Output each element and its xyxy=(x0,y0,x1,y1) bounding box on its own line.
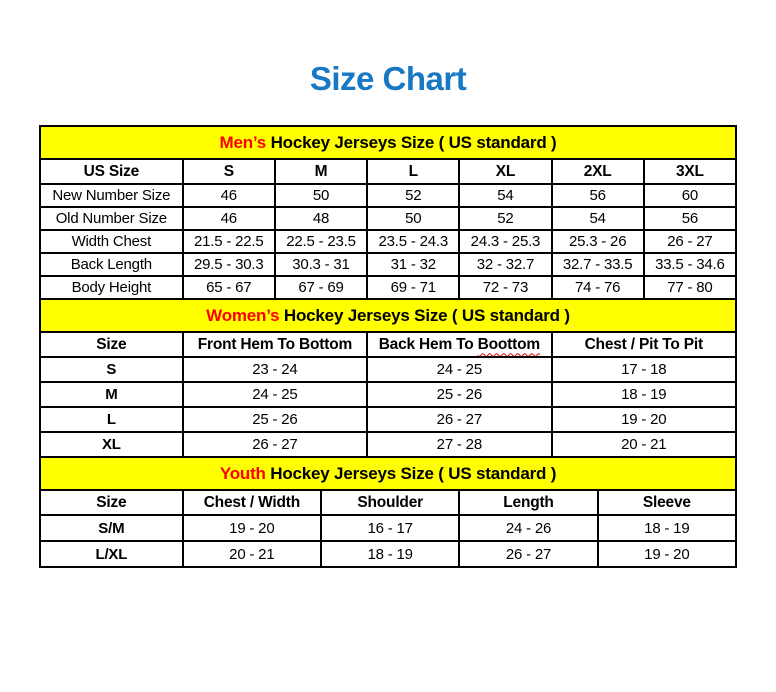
youth-column-header: Length xyxy=(459,490,597,515)
mens-cell: 67 - 69 xyxy=(275,276,367,299)
youth-column-header: Shoulder xyxy=(321,490,459,515)
womens-column-header: Size xyxy=(40,332,183,357)
womens-cell: 20 - 21 xyxy=(552,432,736,457)
mens-cell: 33.5 - 34.6 xyxy=(644,253,736,276)
youth-header-row xyxy=(40,490,736,515)
womens-column-header: Chest / Pit To Pit xyxy=(552,332,736,357)
mens-cell: 46 xyxy=(183,184,275,207)
mens-cell: 32 - 32.7 xyxy=(459,253,551,276)
mens-cell: 54 xyxy=(459,184,551,207)
mens-cell: 74 - 76 xyxy=(552,276,644,299)
mens-column-header: XL xyxy=(459,159,551,184)
mens-row-label: Old Number Size xyxy=(40,207,183,230)
womens-row-label: XL xyxy=(40,432,183,457)
table-row xyxy=(40,382,736,407)
mens-cell: 23.5 - 24.3 xyxy=(367,230,459,253)
youth-cell: 16 - 17 xyxy=(321,515,459,541)
womens-cell: 24 - 25 xyxy=(183,382,367,407)
youth-cell: 18 - 19 xyxy=(598,515,736,541)
youth-section-highlight: Youth xyxy=(219,463,266,483)
womens-column-header: Front Hem To Bottom xyxy=(183,332,367,357)
mens-cell: 30.3 - 31 xyxy=(275,253,367,276)
table-row xyxy=(40,541,736,567)
youth-cell: 24 - 26 xyxy=(459,515,597,541)
table-row xyxy=(40,432,736,457)
page-title: Size Chart xyxy=(309,60,467,97)
youth-cell: 20 - 21 xyxy=(183,541,321,567)
mens-cell: 56 xyxy=(552,184,644,207)
womens-row-label: L xyxy=(40,407,183,432)
womens-cell: 25 - 26 xyxy=(183,407,367,432)
mens-cell: 22.5 - 23.5 xyxy=(275,230,367,253)
youth-row-label: S/M xyxy=(40,515,183,541)
mens-cell: 54 xyxy=(552,207,644,230)
womens-cell: 17 - 18 xyxy=(552,357,736,382)
mens-section-highlight: Men’s xyxy=(219,132,267,152)
mens-cell: 50 xyxy=(367,207,459,230)
table-row xyxy=(40,184,736,207)
mens-cell: 21.5 - 22.5 xyxy=(183,230,275,253)
mens-column-header: S xyxy=(183,159,275,184)
mens-cell: 52 xyxy=(459,207,551,230)
mens-cell: 26 - 27 xyxy=(644,230,736,253)
womens-cell: 26 - 27 xyxy=(183,432,367,457)
mens-column-header: M xyxy=(275,159,367,184)
table-row xyxy=(40,276,736,299)
mens-row-label: Width Chest xyxy=(40,230,183,253)
mens-header-row xyxy=(40,159,736,184)
table-row xyxy=(40,407,736,432)
mens-size-table xyxy=(39,125,737,300)
mens-cell: 48 xyxy=(275,207,367,230)
mens-cell: 32.7 - 33.5 xyxy=(552,253,644,276)
mens-column-header: L xyxy=(367,159,459,184)
mens-cell: 25.3 - 26 xyxy=(552,230,644,253)
mens-cell: 46 xyxy=(183,207,275,230)
mens-cell: 56 xyxy=(644,207,736,230)
youth-section-header: Youth Hockey Jerseys Size ( US standard ) xyxy=(40,457,736,490)
mens-column-header: 3XL xyxy=(644,159,736,184)
womens-section-header: Women’s Hockey Jerseys Size ( US standard ) xyxy=(40,299,736,332)
youth-cell: 19 - 20 xyxy=(598,541,736,567)
youth-cell: 18 - 19 xyxy=(321,541,459,567)
mens-cell: 29.5 - 30.3 xyxy=(183,253,275,276)
mens-column-header: 2XL xyxy=(552,159,644,184)
table-row xyxy=(40,207,736,230)
womens-cell: 19 - 20 xyxy=(552,407,736,432)
womens-header-row xyxy=(40,332,736,357)
mens-cell: 50 xyxy=(275,184,367,207)
mens-cell: 72 - 73 xyxy=(459,276,551,299)
youth-column-header: Chest / Width xyxy=(183,490,321,515)
mens-row-label: New Number Size xyxy=(40,184,183,207)
youth-column-header: Sleeve xyxy=(598,490,736,515)
womens-size-table xyxy=(39,298,737,458)
mens-cell: 24.3 - 25.3 xyxy=(459,230,551,253)
mens-cell: 65 - 67 xyxy=(183,276,275,299)
table-row xyxy=(40,357,736,382)
table-row xyxy=(40,253,736,276)
womens-cell: 27 - 28 xyxy=(367,432,551,457)
womens-cell: 18 - 19 xyxy=(552,382,736,407)
table-row xyxy=(40,515,736,541)
youth-size-table xyxy=(39,456,737,568)
womens-cell: 24 - 25 xyxy=(367,357,551,382)
table-row xyxy=(40,230,736,253)
womens-cell: 26 - 27 xyxy=(367,407,551,432)
womens-column-header: Back Hem To Boottom xyxy=(367,332,551,357)
womens-row-label: M xyxy=(40,382,183,407)
womens-cell: 25 - 26 xyxy=(367,382,551,407)
mens-row-label: Back Length xyxy=(40,253,183,276)
mens-section-header: Men’s Hockey Jerseys Size ( US standard ) xyxy=(40,126,736,159)
youth-column-header: Size xyxy=(40,490,183,515)
youth-cell: 26 - 27 xyxy=(459,541,597,567)
womens-cell: 23 - 24 xyxy=(183,357,367,382)
youth-cell: 19 - 20 xyxy=(183,515,321,541)
mens-cell: 69 - 71 xyxy=(367,276,459,299)
womens-section-highlight: Women’s xyxy=(206,305,280,325)
womens-row-label: S xyxy=(40,357,183,382)
size-tables xyxy=(39,125,737,568)
mens-cell: 31 - 32 xyxy=(367,253,459,276)
mens-cell: 52 xyxy=(367,184,459,207)
youth-row-label: L/XL xyxy=(40,541,183,567)
mens-cell: 77 - 80 xyxy=(644,276,736,299)
mens-cell: 60 xyxy=(644,184,736,207)
mens-column-header: US Size xyxy=(40,159,183,184)
mens-row-label: Body Height xyxy=(40,276,183,299)
misspelled-word: Boottom xyxy=(477,335,540,353)
